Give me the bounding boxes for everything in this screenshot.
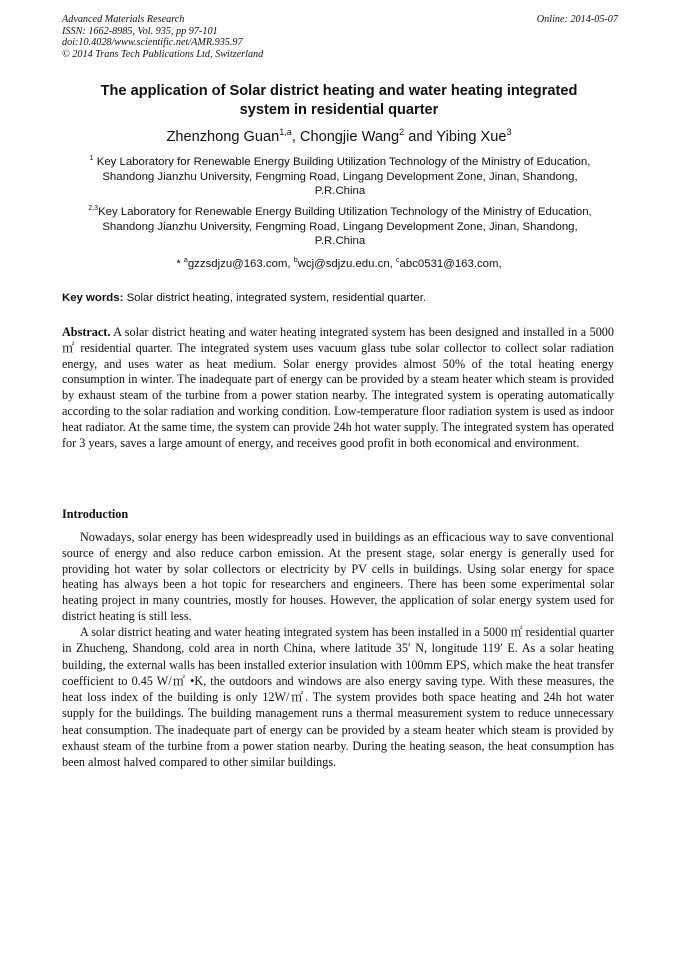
intro-paragraph-2: A solar district heating and water heating integrated system has been installed in a 5000 ㎡ residential quarter in Zhucheng, Shandong, cold area in north China, where latitude 35′ N, longitude 119′ E. As a solar heating building, the external walls has been installed exterior insulation with 100mm EPS, which make the heat transfer coefficient to 0.45 W/㎡ •K, the outdoors and windows are also energy saving type. With these measures, the heat loss index of the building is only 12W/㎡. The system provides both space heating and 24h hot water supply for the buildings. The building management runs a thermal measurement system to reduce unnecessary heat consumption. The inadequate part of energy can be provided by a steam heater which steam is provided by exhaust steam of the turbine from a power station nearby. During the heating season, the heat consumption has been almost halved compared to other similar buildings. (62, 625, 614, 770)
keywords (62, 291, 618, 305)
corresponding-star: * (176, 258, 184, 270)
title-line-2: system in residential quarter (239, 102, 439, 118)
affiliation-marker: 1 (89, 155, 94, 163)
paper-title (62, 82, 616, 120)
affiliation-1 (62, 155, 618, 199)
abstract (62, 325, 614, 451)
email-separator: , (498, 258, 502, 270)
affiliation-2 (62, 205, 618, 249)
affiliation-line: Key Laboratory for Renewable Energy Building Utilization Technology of the Ministry of Education, (96, 156, 591, 168)
author-affiliation-marker: 3 (506, 127, 512, 138)
issn-line: ISSN: 1662-8985, Vol. 935, pp 97-101 (62, 25, 218, 37)
email-list (62, 257, 616, 271)
author-name: Yibing Xue (436, 129, 507, 145)
author-separator: and (404, 129, 437, 145)
online-date: Online: 2014-05-07 (536, 14, 618, 25)
affiliation-line: P.R.China (314, 235, 366, 248)
author-affiliation-marker: 2 (399, 127, 405, 138)
journal-name: Advanced Materials Research (62, 14, 185, 25)
email-address[interactable]: wcj@sdjzu.edu.cn (297, 258, 390, 270)
copyright-line: © 2014 Trans Tech Publications Ltd, Switzerland (62, 48, 264, 60)
author-name: Zhenzhong Guan (166, 129, 280, 145)
email-marker: c (396, 257, 400, 265)
author-separator: , (291, 129, 300, 145)
email-separator: , (389, 258, 397, 270)
section-heading-introduction: Introduction (62, 507, 129, 521)
intro-paragraph-1: Nowadays, solar energy has been widespreadly used in buildings as an efficacious way to save conventional source of energy and also reduce carbon emission. At the present stage, solar energy is generally used for providing hot water by solar collectors or electricity by PV cells in buildings. Using solar energy for space heating has always been a hot topic for researchers and engineers. There has been some experimental solar heating project in many countries, mostly for houses. However, the application of solar energy system used for district heating is still less. (62, 530, 614, 623)
author-list (62, 128, 616, 146)
author-name: Chongjie Wang (299, 129, 400, 145)
abstract-text: A solar district heating and water heating integrated system has been designed and installed in a 5000 ㎡ residential quarter. The integrated system uses vacuum glass tube solar collector to collect solar radiation energy, and uses water as heat medium. Solar energy provides almost 50% of the total heating energy consumption in winter. The inadequate part of energy can be provided by a steam heater which steam is provided by exhaust steam of the turbine from a power station nearby. The integrated system is operating automatically according to the solar radiation and working condition. Low-temperature floor radiation system is used as indoor heat radiator. At the same time, the system can provide 24h hot water supply. The integrated system has operated for 3 years, saves a large amount of energy, and receives good profit in both economical and environment. (62, 325, 614, 450)
email-marker: a (183, 257, 188, 265)
journal-header (62, 14, 618, 60)
email-separator: , (287, 258, 294, 270)
abstract-label: Abstract. (62, 325, 111, 339)
email-address[interactable]: abc0531@163.com (399, 258, 499, 270)
affiliation-line: Shandong Jianzhu University, Fengming Road, Lingang Development Zone, Jinan, Shandong, (102, 170, 578, 183)
email-address[interactable]: gzzsdjzu@163.com (187, 258, 288, 270)
affiliation-line: Key Laboratory for Renewable Energy Building Utilization Technology of the Ministry of Education, (98, 206, 592, 218)
keywords-text: Solar district heating, integrated system, residential quarter. (123, 292, 427, 304)
email-marker: b (293, 257, 298, 265)
author-affiliation-marker: 1,a (279, 127, 292, 138)
affiliation-marker: 2,3 (88, 205, 99, 213)
doi-line: doi:10.4028/www.scientific.net/AMR.935.97 (62, 37, 243, 49)
keywords-label: Key words: (62, 292, 124, 304)
affiliation-line: P.R.China (314, 185, 366, 198)
affiliation-line: Shandong Jianzhu University, Fengming Road, Lingang Development Zone, Jinan, Shandong, (102, 220, 578, 233)
title-line-1: The application of Solar district heating and water heating integrated (100, 83, 578, 99)
